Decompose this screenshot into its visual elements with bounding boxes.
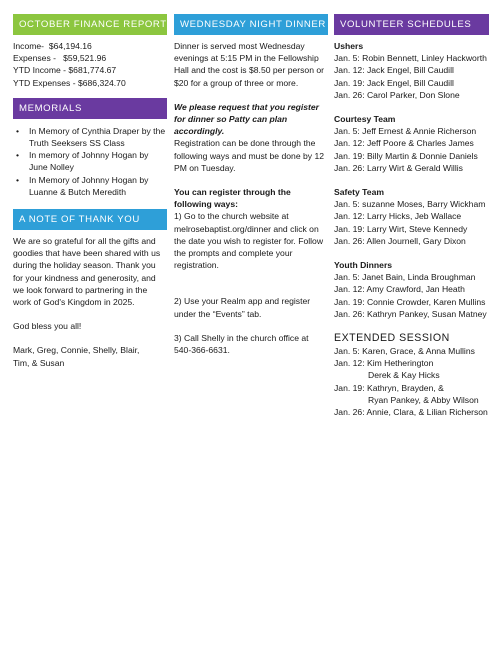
memorial-item: • In Memory of Cynthia Draper by the Truth Seeksers SS Class [29, 125, 167, 149]
schedule-entry: Jan. 12: Jeff Poore & Charles James [334, 138, 474, 149]
memorials-list [13, 125, 167, 198]
schedule-entry: Jan. 12: Amy Crawford, Jan Heath [334, 284, 465, 295]
dinner-way-website: 1) Go to the church website at melrosebaptist.org/dinner and click on the date you wish to register for. Follow the prompts and complete your registration. [174, 211, 324, 271]
finance-report [13, 40, 167, 89]
schedule-entry: Jan. 19: Connie Crowder, Karen Mullins [334, 296, 486, 307]
schedule-entry-continued: Ryan Pankey, & Abby Wilson [368, 394, 479, 405]
group-title: Youth Dinners [334, 260, 393, 271]
safety-group [334, 186, 489, 247]
group-title: Ushers [334, 41, 364, 51]
finance-ytd-expenses: YTD Expenses - $686,324.70 [13, 77, 126, 88]
memorials-header: MEMORIALS [13, 98, 167, 119]
extended-session-group [334, 331, 489, 418]
schedule-entry: Jan. 19: Jack Engel, Bill Caudill [334, 77, 454, 88]
schedule-entry: Jan. 5: Karen, Grace, & Anna Mullins [334, 346, 475, 357]
left-column [13, 14, 167, 369]
dinner-register-info: Registration can be done through the following ways and must be done by 12 PM on Tuesday. [174, 138, 325, 173]
dinner-request: We please request that you register for dinner so Patty can plan accordingly. [174, 101, 320, 137]
dinner-intro: Dinner is served most Wednesday evenings at 5:15 PM in the Fellowship Hall and the cost is $8.50 per person or $20 for a group of three or more. [174, 41, 325, 88]
schedule-entry: Jan. 19: Larry Wirt, Steve Kennedy [334, 223, 468, 234]
schedule-entry: Jan. 5: suzanne Moses, Barry Wickham [334, 199, 486, 210]
dinner-way-call: 3) Call Shelly in the church office at 540-366-6631. [174, 332, 309, 356]
schedule-entry: Jan. 19: Kathryn, Brayden, & [334, 382, 444, 393]
thanks-body: We are so grateful for all the gifts and goodies that have been shared with us during the holiday season. Thank you for your kindness and generosity, and we look forward to partnering in the work of God's Kingdom in 2025. [13, 236, 161, 308]
ushers-group [334, 40, 489, 101]
right-column [334, 14, 489, 418]
group-title: Safety Team [334, 187, 384, 198]
volunteer-header: VOLUNTEER SCHEDULES [334, 14, 489, 35]
memorial-item: • In Memory of Johnny Hogan by Luanne & Butch Meredith [29, 174, 167, 198]
schedule-entry: Jan. 12: Jack Engel, Bill Caudill [334, 65, 454, 76]
signature-line-1: Mark, Greg, Connie, Shelly, Blair, [13, 345, 140, 356]
schedule-entry: Jan. 26: Annie, Clara, & Lilian Richerson [334, 407, 488, 418]
schedule-entry-continued: Derek & Kay Hicks [368, 370, 440, 381]
finance-expenses: Expenses - $59,521.96 [13, 53, 107, 64]
thanks-header: A NOTE OF THANK YOU [13, 209, 167, 230]
extended-session-title: EXTENDED SESSION [334, 332, 450, 345]
schedule-entry: Jan. 5: Jeff Ernest & Annie Richerson [334, 126, 477, 137]
schedule-entry: Jan. 26: Larry Wirt & Gerald Willis [334, 162, 463, 173]
dinner-way-realm: 2) Use your Realm app and register under the “Events” tab. [174, 296, 311, 319]
schedule-entry: Jan. 19: Billy Martin & Donnie Daniels [334, 150, 478, 161]
dinner-header: WEDNESDAY NIGHT DINNER [174, 14, 328, 35]
middle-column [174, 14, 328, 356]
dinner-ways-heading: You can register through the following ways: [174, 187, 291, 210]
memorial-item: • In memory of Johnny Hogan by June Nolley [29, 149, 167, 173]
group-title: Courtesy Team [334, 114, 396, 125]
schedule-entry: Jan. 5: Janet Bain, Linda Broughman [334, 272, 476, 283]
finance-ytd-income: YTD Income - $681,774.67 [13, 65, 117, 76]
signature-line-2: Tim, & Susan [13, 357, 65, 368]
finance-header: OCTOBER FINANCE REPORT [13, 14, 167, 35]
courtesy-group [334, 113, 489, 174]
schedule-entry: Jan. 5: Robin Bennett, Linley Hackworth [334, 53, 487, 64]
finance-income: Income- $64,194.16 [13, 41, 92, 51]
schedule-entry: Jan. 26: Kathryn Pankey, Susan Matney [334, 308, 487, 319]
thanks-signature [13, 344, 167, 368]
youth-dinners-group [334, 259, 489, 320]
schedule-entry: Jan. 12: Larry Hicks, Jeb Wallace [334, 211, 462, 222]
schedule-entry: Jan. 26: Carol Parker, Don Slone [334, 89, 460, 100]
thanks-blessing: God bless you all! [13, 321, 82, 332]
schedule-entry: Jan. 12: Kim Hetherington [334, 358, 434, 369]
schedule-entry: Jan. 26: Allen Journell, Gary Dixon [334, 235, 466, 246]
